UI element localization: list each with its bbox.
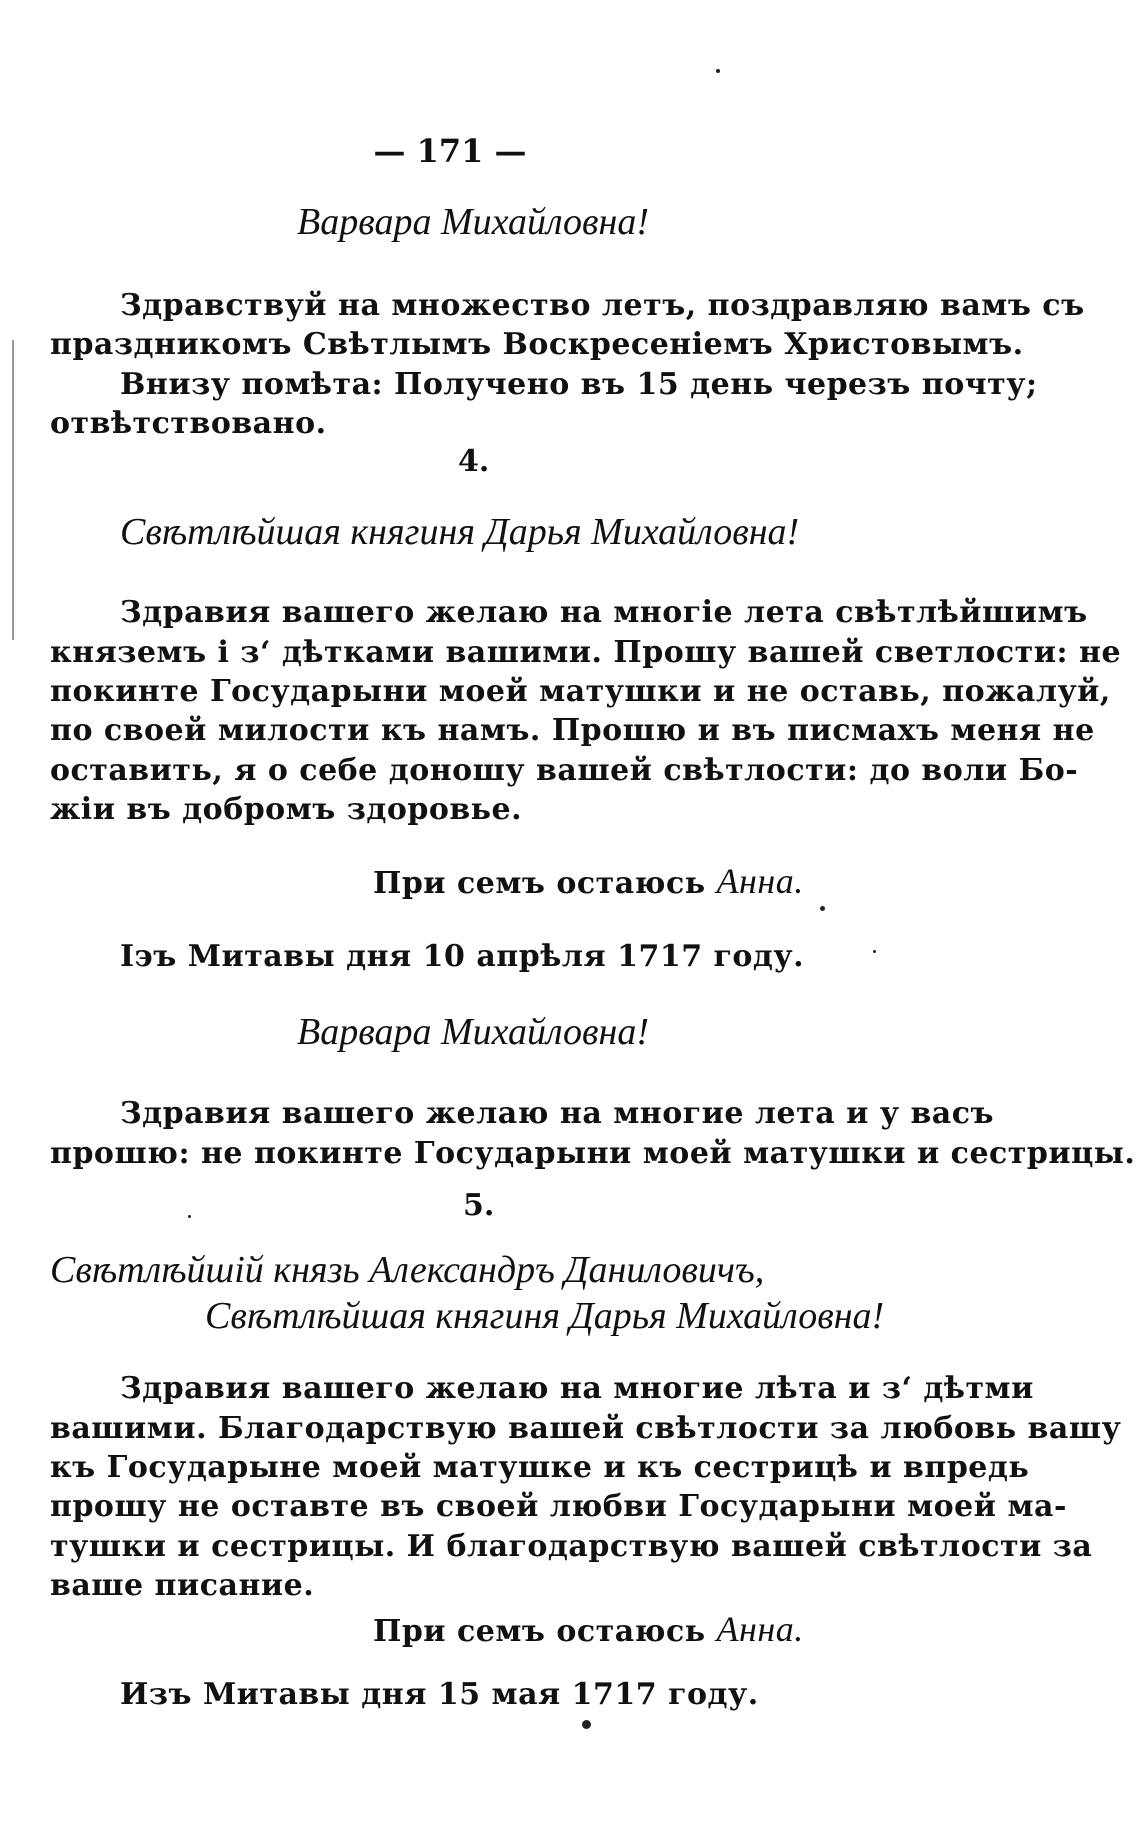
letter-number: 4. — [458, 444, 490, 479]
paragraph-line: прошю: не покинте Государыни моей матушки и сестрицы. — [50, 1136, 1136, 1171]
page-number: — 171 — — [373, 132, 527, 170]
paragraph-line: праздникомъ Свѣтлымъ Воскресенiемъ Христовымъ. — [50, 327, 1024, 362]
closing-prefix: При семъ остаюсь — [373, 866, 706, 901]
paragraph-line: вашими. Благодарствую вашей свѣтлости за любовь вашу — [50, 1411, 1122, 1446]
paragraph-line: Здравия вашего желаю на многiе лета свѣтлѣйшимъ — [120, 595, 1088, 630]
paragraph-line: Здравия вашего желаю на многие лета и у васъ — [120, 1096, 995, 1131]
salutation-line-1: Свѣтлѣйшiй князь Александръ Даниловичъ, — [50, 1249, 765, 1291]
paragraph-line: тушки и сестрицы. И благодарствую вашей свѣтлости за — [50, 1529, 1093, 1564]
scan-speck — [188, 1215, 191, 1218]
paragraph-line: Здравствуй на множество летъ, поздравляю вамъ съ — [120, 288, 1085, 323]
signature-name: Анна. — [716, 861, 804, 901]
scan-speck — [820, 906, 825, 911]
margin-rule — [12, 340, 14, 640]
closing-line — [373, 862, 804, 903]
letter-number: 5. — [463, 1188, 495, 1223]
signature-name: Анна. — [716, 1609, 804, 1649]
paragraph-line: прошу не оставте въ своей любви Государыни моей ма- — [50, 1489, 1067, 1524]
paragraph-line: княземъ і з‘ дѣтками вашими. Прошу вашей светлости: не — [50, 635, 1122, 670]
paragraph-line: по своей милости къ намъ. Прошю и въ писмахъ меня не — [50, 713, 1095, 748]
paragraph-line: оставить, я о себе доношу вашей свѣтлости: до воли Бо- — [50, 753, 1079, 788]
scan-speck — [716, 69, 720, 73]
paragraph-line: Внизу помѣта: Получено въ 15 день черезъ почту; — [120, 367, 1038, 402]
salutation: Свѣтлѣйшая княгиня Дарья Михайловна! — [120, 511, 800, 553]
scan-speck — [873, 950, 876, 953]
place-date: Іэъ Митавы дня 10 апрѣля 1717 году. — [120, 939, 805, 974]
closing-line — [373, 1610, 804, 1651]
salutation: Варвара Михайловна! — [297, 1011, 650, 1053]
salutation: Варвара Михайловна! — [297, 201, 650, 243]
paragraph-line: покинте Государыни моей матушки и не оставь, пожалуй, — [50, 674, 1111, 709]
paragraph-line: отвѣтствовано. — [50, 406, 327, 441]
paragraph-line: Здравия вашего желаю на многие лѣта и з‘ дѣтми — [120, 1371, 1034, 1406]
place-date: Изъ Митавы дня 15 мая 1717 году. — [120, 1677, 759, 1712]
scan-speck — [582, 1720, 591, 1729]
salutation-line-2: Свѣтлѣйшая княгиня Дарья Михайловна! — [205, 1295, 885, 1337]
paragraph-line: жiи въ добромъ здоровье. — [50, 792, 523, 827]
paragraph-line: ваше писание. — [50, 1568, 315, 1603]
paragraph-line: къ Государыне моей матушке и къ сестрицѣ и впредь — [50, 1450, 1030, 1485]
closing-prefix: При семъ остаюсь — [373, 1614, 706, 1649]
